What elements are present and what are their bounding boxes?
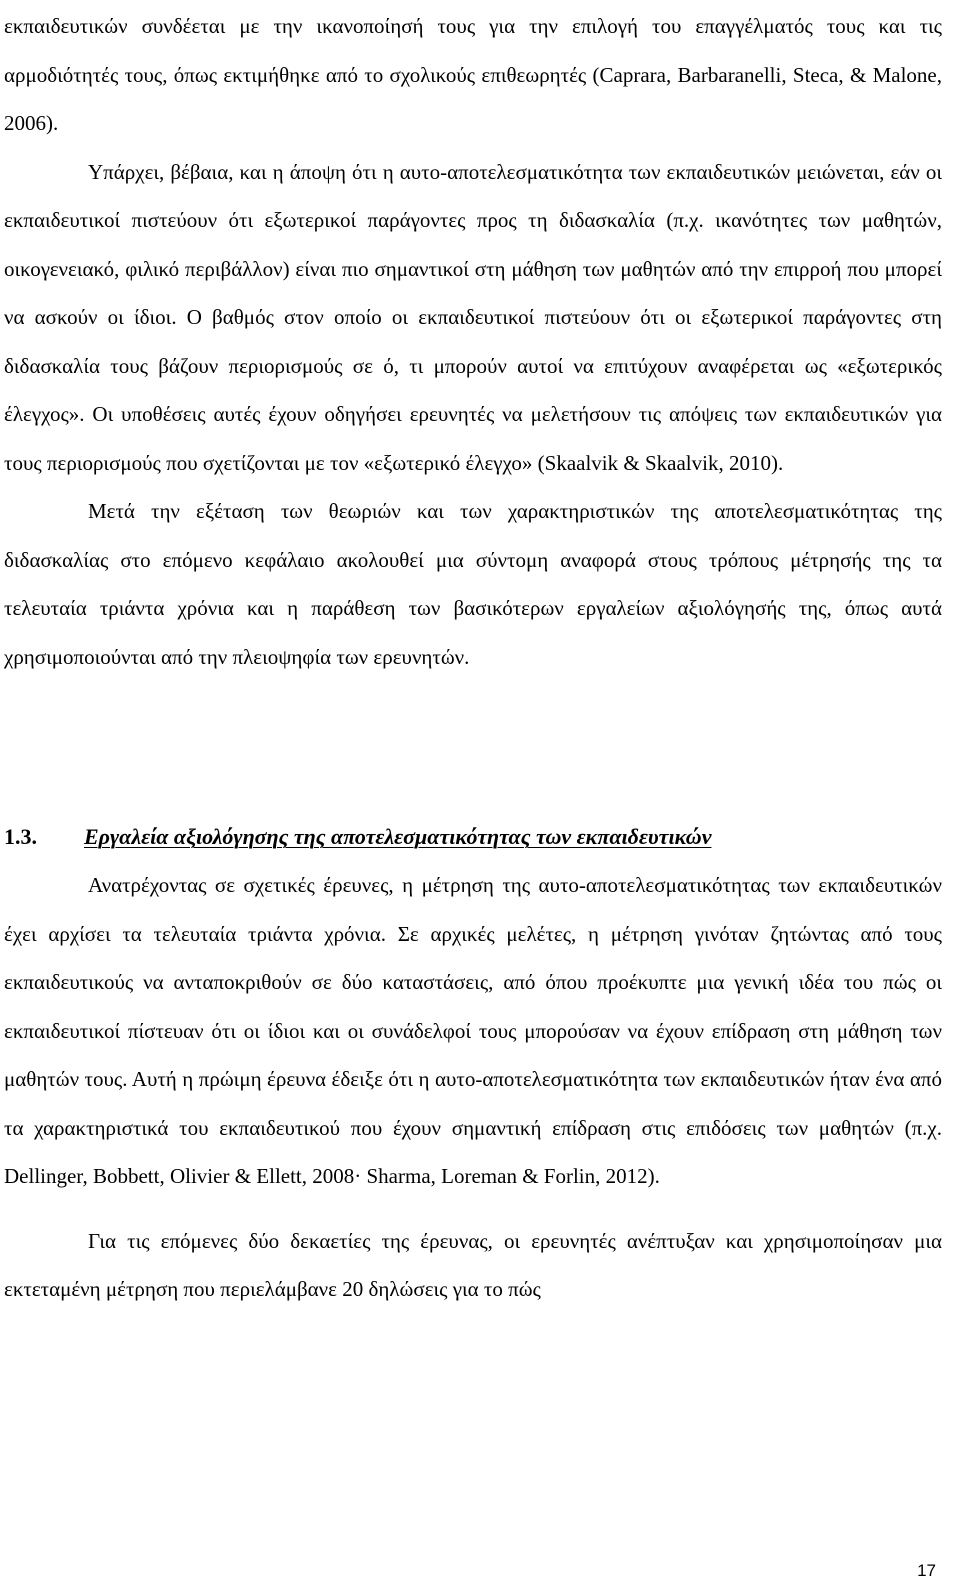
paragraph-continuation: εκπαιδευτικών συνδέεται με την ικανοποίησή τους για την επιλογή του επαγγέλματός τους και τις αρμοδιότητές τους, όπως εκτιμήθηκε από το σχολικούς επιθεωρητές (Caprara, Barbaranelli, Steca, & Malone, 2006). <box>4 14 942 135</box>
section-title: Εργαλεία αξιολόγησης της αποτελεσματικότητας των εκπαιδευτικών <box>84 824 712 849</box>
section-heading <box>4 813 942 861</box>
page-number: 17 <box>917 1561 936 1580</box>
paragraph-chapter-transition: Μετά την εξέταση των θεωριών και των χαρακτηριστικών της αποτελεσματικότητας της διδασκαλίας στο επόμενο κεφάλαιο ακολουθεί μια σύντομη αναφορά στους τρόπους μέτρησής της τα τελευταία τριάντα χρόνια και η παράθεση των βασικότερων εργαλείων αξιολόγησής της, όπως αυτά χρησιμοποιούνται από την πλειοψηφία των ερευνητών. <box>4 499 942 669</box>
document-page <box>4 0 942 1314</box>
section-number: 1.3. <box>4 824 37 849</box>
paragraph-measurement-history: Ανατρέχοντας σε σχετικές έρευνες, η μέτρηση της αυτο-αποτελεσματικότητας των εκπαιδευτικών έχει αρχίσει τα τελευταία τριάντα χρόνια. Σε αρχικές μελέτες, η μέτρηση γινόταν ζητώντας από τους εκπαιδευτικούς να ανταποκριθούν σε δύο καταστάσεις, από όπου προέκυπτε μια γενική ιδέα του πώς οι εκπαιδευτικοί πίστευαν ότι οι ίδιοι και οι συνάδελφοί τους μπορούσαν να έχουν επίδραση στη μάθηση των μαθητών τους. Αυτή η πρώιμη έρευνα έδειξε ότι η αυτο-αποτελεσματικότητα των εκπαιδευτικών ήταν ένα από τα χαρακτηριστικά του εκπαιδευτικού που έχουν σημαντική επίδραση στις επιδόσεις των μαθητών (π.χ. Dellinger, Bobbett, Olivier & Ellett, 2008· Sharma, Loreman & Forlin, 2012). <box>4 873 942 1188</box>
paragraph-external-control: Υπάρχει, βέβαια, και η άποψη ότι η αυτο-αποτελεσματικότητα των εκπαιδευτικών μειώνεται, εάν οι εκπαιδευτικοί πιστεύουν ότι εξωτερικοί παράγοντες προς τη διδασκαλία (π.χ. ικανότητες των μαθητών, οικογενειακό, φιλικό περιβάλλον) είναι πιο σημαντικοί στη μάθηση των μαθητών από την επιρροή που μπορεί να ασκούν οι ίδιοι. Ο βαθμός στον οποίο οι εκπαιδευτικοί πιστεύουν ότι οι εξωτερικοί παράγοντες στη διδασκαλία τους βάζουν περιορισμούς σε ό, τι μπορούν αυτοί να επιτύχουν αναφέρεται ως «εξωτερικός έλεγχος». Οι υποθέσεις αυτές έχουν οδηγήσει ερευνητές να μελετήσουν τις απόψεις των εκπαιδευτικών για τους περιορισμούς που σχετίζονται με τον «εξωτερικό έλεγχο» (Skaalvik & Skaalvik, 2010). <box>4 159 942 475</box>
paragraph-two-decades: Για τις επόμενες δύο δεκαετίες της έρευνας, οι ερευνητές ανέπτυξαν και χρησιμοποίησαν μια εκτεταμένη μέτρηση που περιελάμβανε 20 δηλώσεις για το πώς <box>4 1228 942 1301</box>
